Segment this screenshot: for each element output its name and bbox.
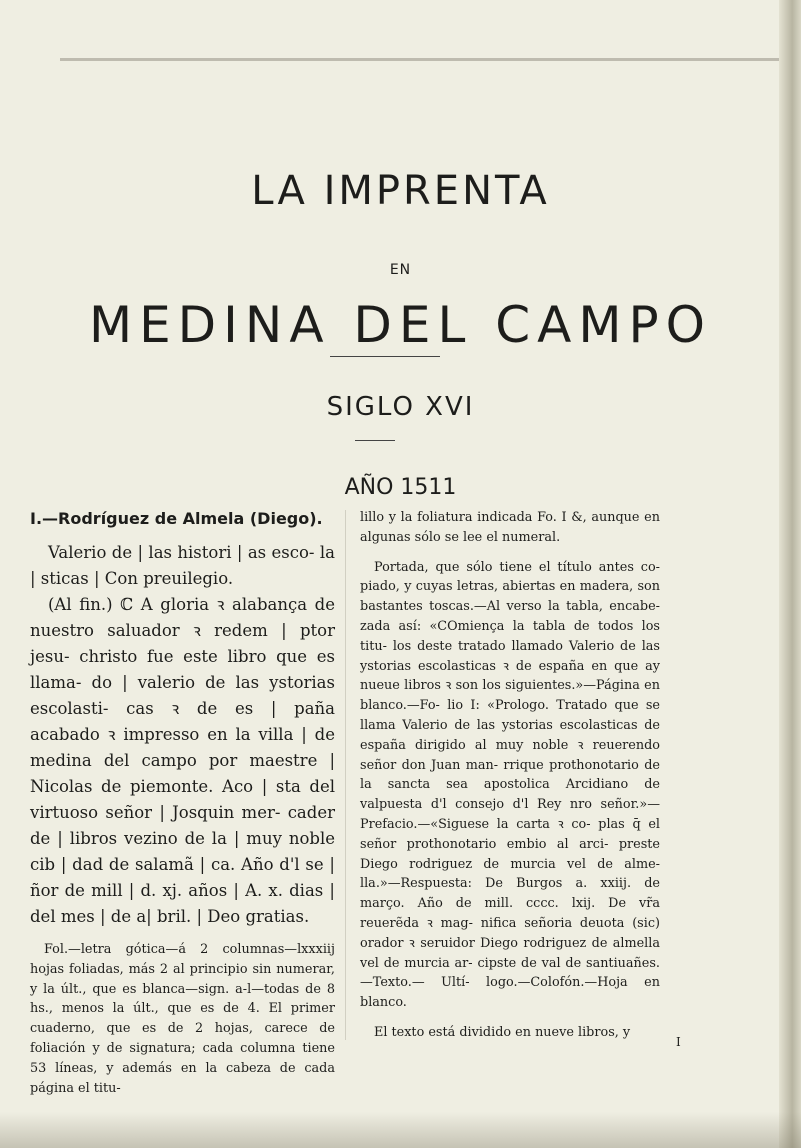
spacer xyxy=(30,930,335,940)
right-paragraph-2: Portada, que sólo tiene el título antes co- piado, y cuyas letras, abiertas en madera, son bastantes toscas.—Al verso la tabla, encabe- zada así: «COmiença la tabla de todos los titu- los deste tratado llamado Valerio de las ystorias escolasticas ꝛ de españa en que ay nueue libros ꝛ son los siguientes.»—Página en blanco.—Fo- lio I: «Prologo. Tratado que se llama Valerio de las ystorias escolasticas de españa dirigido al muy noble ꝛ reuerendo señor don Juan man- rrique prothonotario de la sancta sea apostolica Arcidiano de valpuesta d'l consejo d'l Rey nro señor.»—Prefacio.—«Siguese la carta ꝛ co- plas q̄ el señor prothonotario embio al arci- preste Diego rodriguez de murcia vel de alme- lla.»—Respuesta: De Burgos a. xxiij. de março. Año de mill. cccc. lxij. De vr̃a reuerẽda ꝛ mag- nifica señoria deuota (sic) orador ꝛ seruidor Diego rodriguez de almella vel de murcia ar- cipste de val de santiuañes.—Texto.— Ultí- logo.—Colofón.—Hoja en blanco. xyxy=(360,559,660,1011)
title-rule-2 xyxy=(355,440,395,441)
spacer xyxy=(360,548,660,558)
right-paragraph-3: El texto está dividido en nueve libros, y xyxy=(374,1024,631,1040)
title-rule-1 xyxy=(330,356,440,357)
right-paragraph-1: lillo y la foliatura indicada Fo. I &, aunque en algunas sólo se lee el numeral. xyxy=(360,510,660,545)
title-line-2: EN xyxy=(389,262,412,278)
entry-paragraph-2: (Al fin.) ℂ A gloria ꝛ alabança de nuestro saluador ꝛ redem | ptor jesu- christo fue este libro que es llama- do | valerio de las ystorias escolasti- cas ꝛ de es | paña acabado ꝛ impresso en la villa | de medina del campo por maestre | Nicolas de piemonte. Aco | sta del virtuoso señor | Josquin mer- cader de | libros vezino de la | muy noble cib | dad de salamã | ca. Año d'l se | ñor de mill | d. xj. años | A. x. dias | del mes | de a| bril. | Deo gratias. xyxy=(30,595,335,926)
spacer xyxy=(360,1013,660,1023)
year-heading: AÑO 1511 xyxy=(344,475,457,500)
title-line-4: SIGLO XVI xyxy=(326,392,475,422)
page-bottom-shadow xyxy=(0,1112,801,1148)
bibliographic-notes: Fol.—letra gótica—á 2 columnas—lxxxiij hojas foliadas, más 2 al principio sin numerar, y la últ., que es blanca—sign. a-l—todas de 8 hs., menos la últ., que es de 4. El primer cuaderno, que es de 2 hojas, carece de foliación y de signatura; cada columna tiene 53 líneas, y además en la cabeza de cada página el titu- xyxy=(30,942,335,1096)
right-column xyxy=(360,508,660,1043)
title-line-3: MEDINA DEL CAMPO xyxy=(88,296,713,354)
entry-heading: I.—Rodríguez de Almela (Diego). xyxy=(30,509,323,528)
page-top-edge xyxy=(60,58,780,61)
page-folio: I xyxy=(676,1035,681,1049)
column-divider xyxy=(345,510,346,1040)
left-column xyxy=(30,508,335,1098)
entry-paragraph-1: Valerio de | las histori | as esco- la | sticas | Con preuilegio. xyxy=(30,543,335,588)
title-line-1: LA IMPRENTA xyxy=(251,168,550,214)
